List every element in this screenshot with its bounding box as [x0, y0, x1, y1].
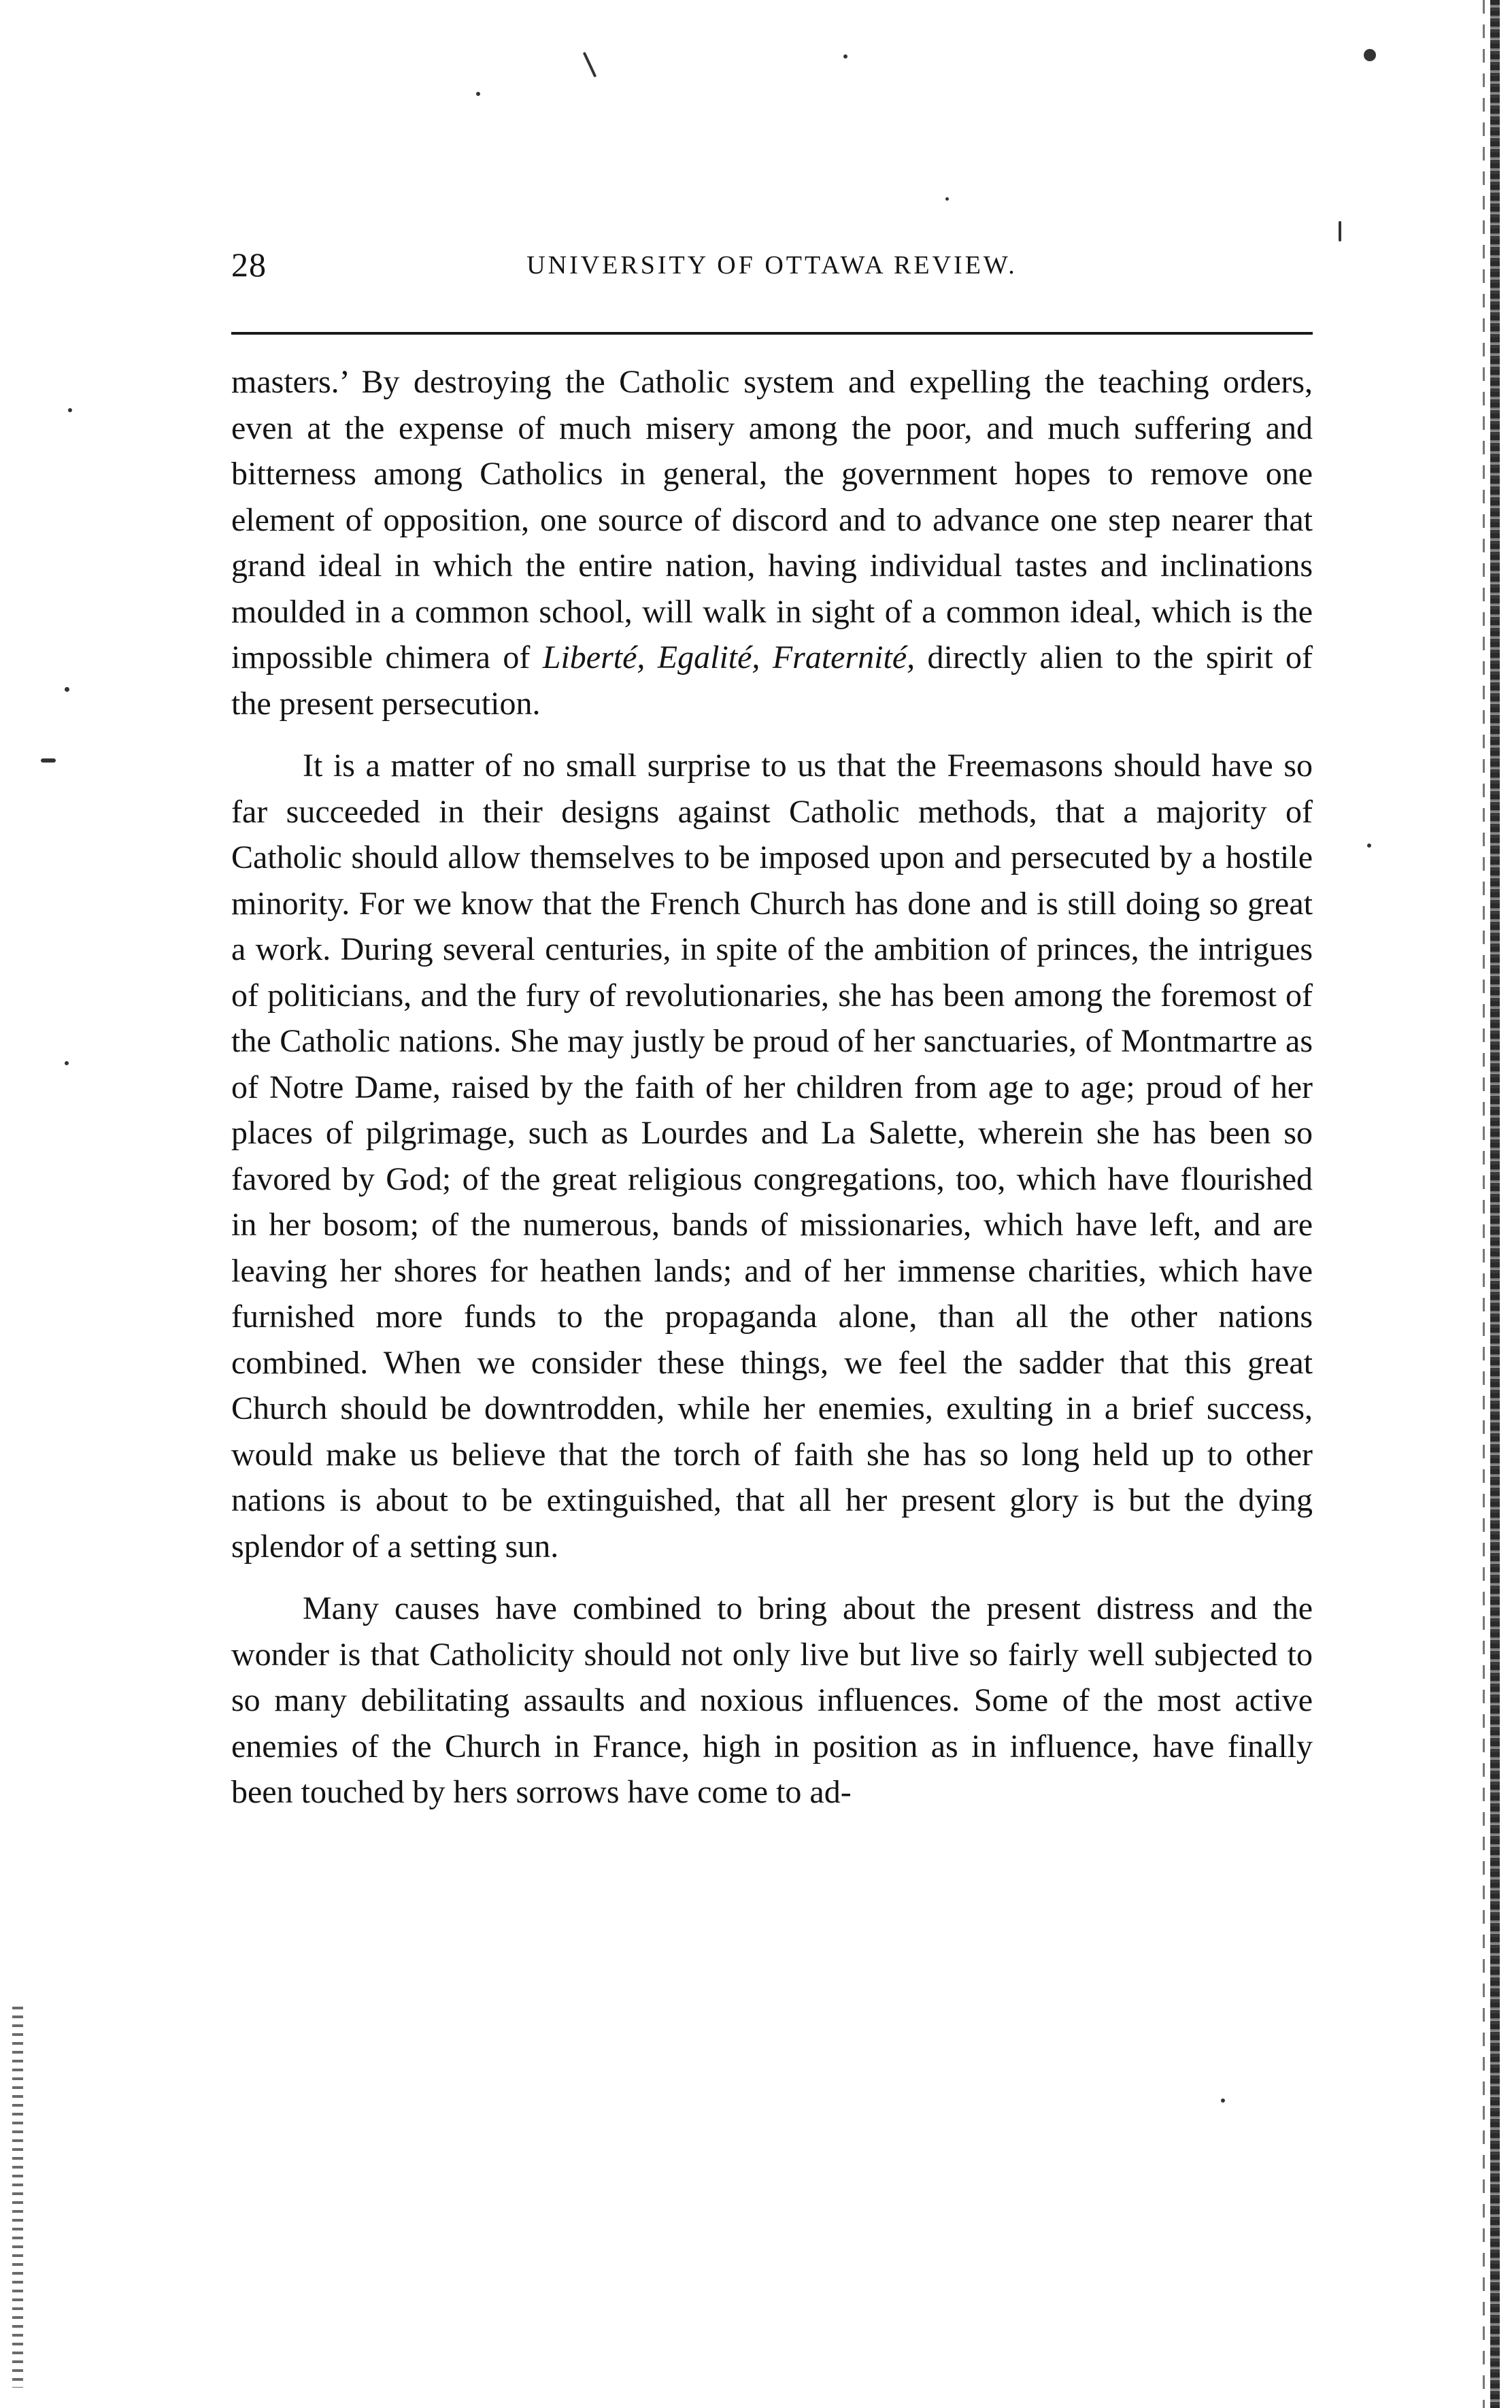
scan-speck	[1339, 221, 1341, 241]
italic-text-run: Liberté, Egalité, Fraternité,	[542, 639, 915, 675]
text-run: It is a matter of no small surprise to us that the Freemasons should have so far succeeded in their designs against Catholic methods, that a majority of Catholic should allow themselves to be imposed upon and persecuted by a hostile minority. For we know that the French Church has done and is still doing so great a work. During several centuries, in spite of the ambition of princes, the intrigues of politicians, and the fury of revolutionaries, she has been among the foremost of the Catholic nations. She may justly be proud of her sanctuaries, of Montmartre as of Notre Dame, raised by the faith of her children from age to age; proud of her places of pilgrimage, such as Lourdes and La Salette, wherein she has been so favored by God; of the great religious congregations, too, which have flourished in her bosom; of the numerous, bands of missionaries, which have left, and are leaving her shores for heathen lands; and of her immense charities, which have furnished more funds to the propaganda alone, than all the other nations combined. When we consider these things, we feel the sadder that this great Church should be downtrodden, while her enemies, exulting in a brief success, would make us believe that the torch of faith she has so long held up to other nations is about to be extinguished, that all her present glory is but the dying splendor of a setting sun.	[231, 748, 1313, 1565]
scan-speck	[1367, 843, 1371, 848]
binding-edge	[1490, 0, 1500, 2408]
scan-speck	[41, 758, 56, 763]
paragraph	[231, 1586, 1313, 1816]
scan-speck	[1221, 2098, 1225, 2103]
running-title: UNIVERSITY OF OTTAWA REVIEW.	[526, 251, 1018, 280]
scan-speck	[843, 54, 847, 58]
text-run: masters.’ By destroying the Catholic system and expelling the teaching orders, even at the expense of much misery among the poor, and much suffering and bitterness among Catholics in general, the government hopes to remove one element of opposition, one source of discord and to advance one step nearer that grand ideal in which the entire nation, having individual tastes and inclinations moulded in a common school, will walk in sight of a common ideal, which is the impossible chimera of	[231, 364, 1313, 675]
binding-shadow	[1483, 0, 1485, 2408]
page-number: 28	[231, 246, 267, 284]
scan-speck	[65, 687, 69, 692]
page-header	[231, 245, 1313, 286]
scan-speck	[476, 92, 480, 96]
header-rule	[231, 332, 1313, 335]
scan-speck	[65, 1061, 69, 1065]
scan-speck	[1364, 49, 1376, 61]
scan-speck	[945, 197, 949, 201]
body-text	[231, 359, 1313, 1816]
text-run: directly alien to the spirit of the present persecution.	[231, 639, 1313, 722]
scan-speck	[68, 408, 72, 412]
scan-speck	[583, 52, 597, 78]
scan-noise	[12, 2007, 23, 2388]
text-run: Many causes have combined to bring about the present distress and the wonder is that Catholicity should not only live but live so fairly well subjected to so many debilitating assaults and noxious influences. Some of the most active enemies of the Church in France, high in position as in influence, have finally been touched by hers sorrows have come to ad-	[231, 1590, 1313, 1810]
paragraph	[231, 743, 1313, 1569]
paragraph	[231, 359, 1313, 726]
